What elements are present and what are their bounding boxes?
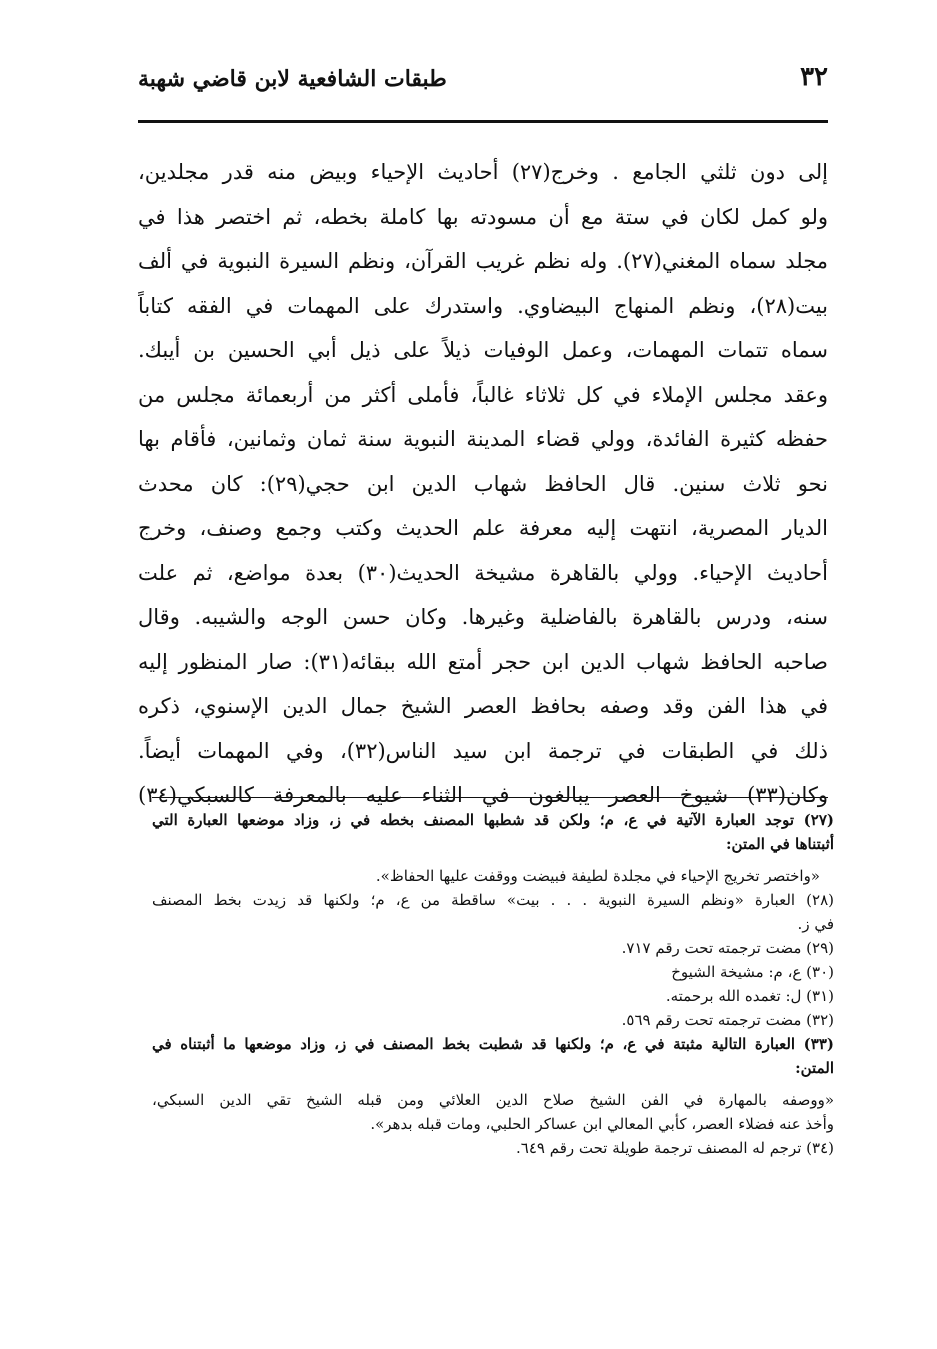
- text-line: حفظه كثيرة الفائدة، وولي قضاء المدينة النبوية سنة ثمان وثمانين، فأقام بها: [138, 427, 828, 451]
- footnote-33-quote-cont: وأخذ عنه فضلاء العصر، كأبي المعالي ابن عساكر الحلبي، ومات قبله بدهر».: [370, 1115, 834, 1133]
- footnote-33: (٣٣) العبارة التالية مثبتة في ع، م؛ ولكنها قد شطبت بخط المصنف في ز، وزاد موضعها ما أثبتناه في: [152, 1035, 834, 1053]
- text-line: ولو كمل لكان في ستة مع أن مسودته بها كاملة بخطه، ثم اختصر هذا في: [138, 204, 828, 229]
- text-line: ذلك في الطبقات في ترجمة ابن سيد الناس(٣٢)، وفي المهمات أيضاً.: [138, 738, 828, 763]
- main-text: [138, 150, 828, 818]
- text-line: نحو ثلاث سنين. قال الحافظ شهاب الدين ابن حجي(٢٩): كان محدث: [138, 471, 828, 496]
- footnote-28: (٢٨) العبارة «ونظم السيرة النبوية . . . بيت» ساقطة من ع، م؛ ولكنها قد زيدت بخط المصنف: [152, 891, 834, 909]
- text-line: في هذا الفن وقد وصفه بحافظ العصر الشيخ جمال الدين الإسنوي، ذكره: [138, 694, 828, 718]
- text-line: أحاديث الإحياء. وولي بالقاهرة مشيخة الحديث(٣٠) بعدة مواضع، ثم علت: [138, 560, 828, 585]
- text-line: الديار المصرية، انتهت إليه معرفة علم الحديث وكتب وجمع وصنف، وخرج: [138, 516, 828, 540]
- footnote-34: (٣٤) ترجم له المصنف ترجمة طويلة تحت رقم ٦٤٩.: [515, 1139, 834, 1157]
- running-title: طبقات الشافعية لابن قاضي شهبة: [138, 66, 447, 92]
- footnote-31: (٣١) ل: تغمده الله برحمته.: [665, 987, 834, 1005]
- text-line: مجلد سماه المغني(٢٧). وله نظم غريب القرآن، ونظم السيرة النبوية في ألف: [138, 249, 828, 273]
- footnote-33-cont: المتن:: [795, 1059, 834, 1077]
- text-line: إلى دون ثلثي الجامع . وخرج(٢٧) أحاديث الإحياء وبيض منه قدر مجلدين،: [138, 160, 828, 184]
- footnote-29: (٢٩) مضت ترجمته تحت رقم ٧١٧.: [621, 939, 834, 957]
- page-number: ٣٢: [800, 62, 828, 92]
- footnote-33-quote: «ووصفه بالمهارة في الفن الشيخ صلاح الدين العلائي ومن قبله الشيخ تقي الدين السبكي،: [152, 1091, 834, 1109]
- header-divider: [138, 120, 828, 123]
- page-header: [138, 58, 828, 102]
- footnote-30: (٣٠) ع، م: مشيخة الشيوخ: [671, 963, 834, 981]
- text-line: سنه، ودرس بالقاهرة بالفاضلية وغيرها. وكان حسن الوجه والشيبه. وقال: [138, 605, 828, 629]
- text-line: سماه تتمات المهمات، وعمل الوفيات ذيلاً على ذيل أبي الحسين بن أيبك.: [138, 338, 828, 362]
- footnote-28-cont: في ز.: [797, 915, 834, 933]
- footnote-divider: [152, 797, 828, 798]
- footnote-27-cont: أثبتناها في المتن:: [726, 835, 834, 853]
- text-line: وعقد مجلس الإملاء في كل ثلاثاء غالباً، فأملى أكثر من أربعمائة مجلس من: [138, 382, 828, 407]
- footnote-32: (٣٢) مضت ترجمته تحت رقم ٥٦٩.: [621, 1011, 834, 1029]
- footnote-27-quote: «واختصر تخريج الإحياء في مجلدة لطيفة فبيضت ووقفت عليها الحفاظ».: [375, 867, 820, 885]
- footnotes: [152, 808, 834, 1160]
- text-line: صاحبه الحافظ شهاب الدين ابن حجر أمتع الله ببقائه(٣١): صار المنظور إليه: [138, 649, 828, 674]
- footnote-27: (٢٧) توجد العبارة الآتية في ع، م؛ ولكن قد شطبها المصنف بخطه في ز، وزاد موضعها العبارة التي: [152, 811, 834, 829]
- text-line: بيت(٢٨)، ونظم المنهاج البيضاوي. واستدرك على المهمات في الفقه كتاباً: [138, 293, 828, 318]
- text-line: وكان(٣٣) شيوخ العصر يبالغون في الثناء عليه بالمعرفة كالسبكي(٣٤): [138, 783, 828, 807]
